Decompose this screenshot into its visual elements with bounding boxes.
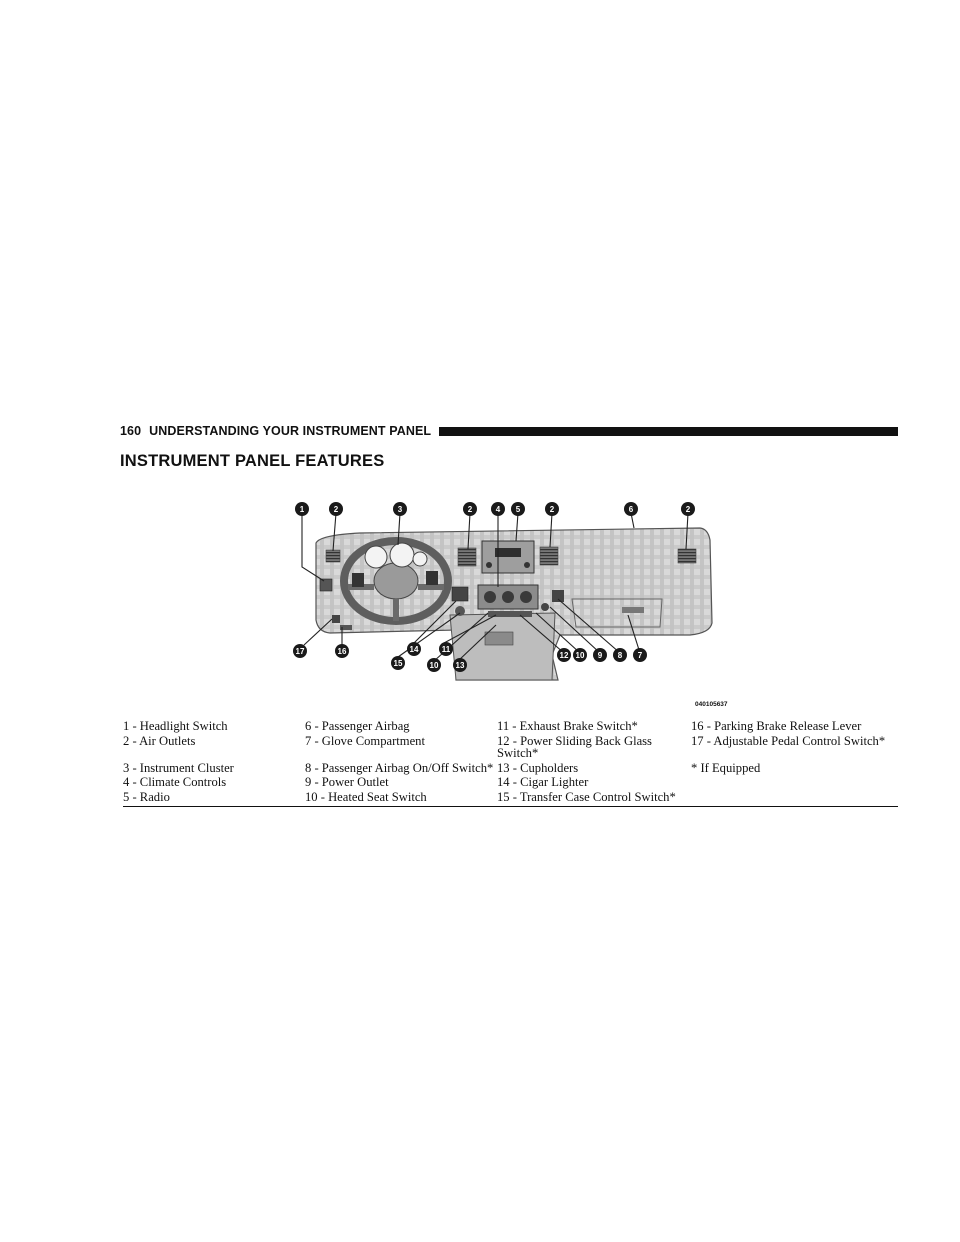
cupholder-shape [485,632,513,645]
callout-3 [393,502,407,516]
steering-hub [374,563,418,599]
section-title: UNDERSTANDING YOUR INSTRUMENT PANEL [149,424,432,438]
legend-item: * If Equipped [691,760,761,775]
air-outlet-center-left [458,548,476,566]
svg-text:14: 14 [409,645,419,654]
legend-item: 3 - Instrument Cluster [123,760,234,775]
callout-10 [427,658,441,672]
callout-16 [335,644,349,658]
svg-text:2: 2 [685,505,691,514]
legend-item: 13 - Cupholders [497,760,579,775]
callout-17 [293,644,307,658]
svg-text:9: 9 [597,651,603,660]
legend-item: 11 - Exhaust Brake Switch* [497,719,638,733]
legend-item: 6 - Passenger Airbag [305,719,410,733]
svg-text:1: 1 [299,505,305,514]
legend-item: 16 - Parking Brake Release Lever [691,719,862,733]
legend-item: 1 - Headlight Switch [123,719,228,733]
callout-2 [545,502,559,516]
legend-item: 15 - Transfer Case Control Switch* [497,789,676,804]
legend-item: 4 - Climate Controls [123,775,227,789]
callout-2 [463,502,477,516]
svg-text:2: 2 [467,505,473,514]
callout-6 [624,502,638,516]
callout-15 [391,656,405,670]
callout-10 [573,648,587,662]
legend-item: 9 - Power Outlet [305,775,389,789]
svg-text:4: 4 [495,505,501,514]
center-console [450,613,555,680]
callout-12 [557,648,571,662]
callout-13 [453,658,467,672]
air-outlet-center-right [540,547,558,565]
gauge-left [365,546,387,568]
svg-text:13: 13 [455,661,465,670]
svg-text:2: 2 [549,505,555,514]
svg-text:8: 8 [617,651,623,660]
legend-item: 2 - Air Outlets [123,733,196,748]
callout-9 [593,648,607,662]
svg-text:7: 7 [637,651,643,660]
legend-item: 5 - Radio [123,789,170,804]
instrument-panel-illustration [290,495,730,710]
svg-text:3: 3 [397,505,403,514]
callout-11 [439,642,453,656]
svg-text:6: 6 [628,505,634,514]
callout-5 [511,502,525,516]
page-title: INSTRUMENT PANEL FEATURES [120,452,385,470]
callout-7 [633,648,647,662]
svg-text:2: 2 [333,505,339,514]
page-header [120,421,898,441]
svg-text:10: 10 [429,661,439,670]
svg-text:16: 16 [337,647,347,656]
legend-item: 17 - Adjustable Pedal Control Switch* [691,733,886,748]
callout-2 [681,502,695,516]
legend-item: 10 - Heated Seat Switch [305,789,427,804]
legend-item: 12 - Power Sliding Back Glass Switch* [497,733,652,760]
left-switch-pod [352,573,364,587]
legend-item [691,790,898,805]
svg-text:11: 11 [441,645,451,654]
svg-text:15: 15 [393,659,403,668]
svg-text:17: 17 [295,647,305,656]
legend-item [691,775,898,790]
callout-1 [295,502,309,516]
legend-item: 8 - Passenger Airbag On/Off Switch* [305,760,494,775]
legend-table [123,719,898,807]
svg-text:10: 10 [575,651,585,660]
legend-item: 14 - Cigar Lighter [497,775,589,789]
gauge-right [390,543,414,567]
legend-item: 7 - Glove Compartment [305,733,425,748]
headlight-switch-shape [320,579,332,591]
callout-14 [407,642,421,656]
header-rule [439,427,898,436]
page-number: 160 [120,424,142,438]
air-outlet-right [678,549,696,563]
svg-text:5: 5 [515,505,521,514]
callout-8 [613,648,627,662]
air-outlet-left [326,550,340,562]
callout-4 [491,502,505,516]
svg-text:12: 12 [559,651,569,660]
instrument-panel-drawing [290,495,730,710]
figure-code: 040105637 [695,701,728,708]
callout-2 [329,502,343,516]
